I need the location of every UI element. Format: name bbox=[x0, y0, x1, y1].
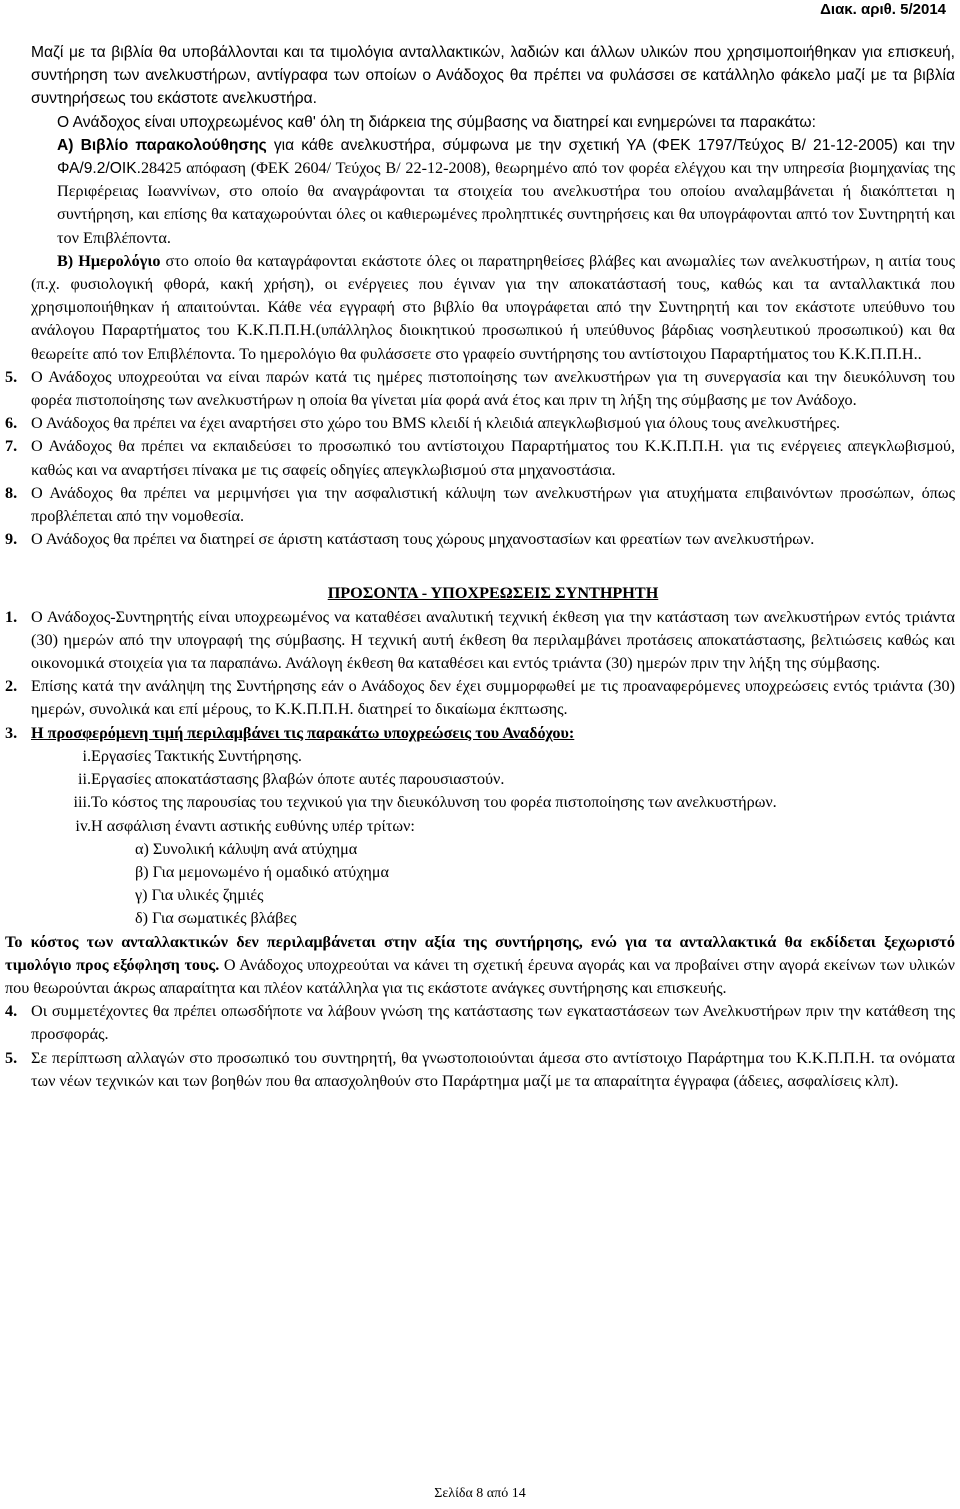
numbered-list-b bbox=[5, 606, 955, 745]
subitem-number: ii. bbox=[77, 770, 91, 789]
logbook-a-label: Α) Βιβλίο παρακολούθησης bbox=[57, 136, 267, 154]
intro-paragraph-2: Ο Ανάδοχος είναι υποχρεωμένος καθ' όλη τη διάρκεια της σύμβασης να διατηρεί και ενημερώνει τα παρακάτω: bbox=[57, 113, 816, 131]
subitem-text: Εργασίες αποκατάστασης βλαβών όποτε αυτές παρουσιαστούν. bbox=[91, 770, 505, 789]
item-text: Ο Ανάδοχος-Συντηρητής είναι υποχρεωμένος να καταθέσει αναλυτική τεχνική έκθεση για την κατάσταση των ανελκυστήρων εντός τριάντα (30) ημερών από την υπογραφή της σύμβασης. Η τεχνική αυτή έκθεση θα περιλαμβάνει προτάσεις αποκατάστασης, βελτιώσεις καθώς και οικονομικά στοιχεία για τα παραπάνω. Ανάλογη έκθεση θα καταθέσει και εντός τριάντα (30) ημερών πριν την λήξη της σύμβασης. bbox=[31, 607, 955, 673]
list-item bbox=[5, 1000, 955, 1046]
list-item bbox=[5, 606, 955, 676]
subitem-number: iii. bbox=[73, 793, 91, 812]
subitem bbox=[5, 815, 955, 838]
coverage-item: β) Για μεμονωμένο ή ομαδικό ατύχημα bbox=[135, 862, 390, 881]
item-text: Ο Ανάδοχος θα πρέπει να εκπαιδεύσει το προσωπικό του αντίστοιχου Παραρτήματος του Κ.Κ.Π.Π.Η. για τις ενέργειες απεγκλωβισμού, καθώς και να αναρτήσει πίνακα με τις σαφείς οδηγίες απεγκλωβισμού στα μηχανοστάσια. bbox=[31, 437, 955, 479]
coverage-item: α) Συνολική κάλυψη ανά ατύχημα bbox=[135, 839, 358, 858]
subitem-text: Εργασίες Τακτικής Συντήρησης. bbox=[91, 746, 302, 765]
diary-b-paragraph bbox=[31, 250, 955, 366]
item-text: Ο Ανάδοχος θα πρέπει να διατηρεί σε άριστη κατάσταση τους χώρους μηχανοστασίων και φρεατίων των ανελκυστήρων. bbox=[31, 530, 815, 549]
logbook-a-text-serif: 28425 απόφαση (ΦΕΚ 2604/ Τεύχος Β/ 22-12-2008), θεωρημένο από τον φορέα ελέγχου και την υπηρεσία βιομηχανίας της Περιφέρειας Ιωαννίνων, στο οποίο θα αναγράφονται τα στοιχεία του ανελκυστήρα του οποίου αναλαμβάνεται ή διακόπτεται η συντήρηση, και επίσης θα καταχωρούνται όλες οι καθιερωμένες προληπτικές συντηρήσεις και θα υπογράφονται απτό τον Συντηρητή και τον Επιβλέποντα. bbox=[57, 159, 955, 247]
diary-b-label: Β) Ημερολόγιο bbox=[57, 251, 161, 270]
document-body bbox=[5, 41, 955, 1093]
spare-parts-note bbox=[5, 931, 955, 1001]
list-item bbox=[5, 722, 955, 745]
coverage-item: δ) Για σωματικές βλάβες bbox=[135, 909, 297, 928]
list-item bbox=[5, 528, 955, 551]
subitem-text: Η ασφάλιση έναντι αστικής ευθύνης υπέρ τρίτων: bbox=[91, 816, 415, 835]
logbook-a-text-sans: για κάθε ανελκυστήρα, σύμφωνα με την σχετική ΥΑ (ΦΕΚ 1797/Τεύχος Β/ 21-12-2005) και την ΦΑ/9.2/ΟΙΚ. bbox=[57, 136, 955, 178]
item-number: 2. bbox=[5, 677, 18, 696]
subitem-number: iv. bbox=[75, 816, 91, 835]
item-number: 7. bbox=[5, 437, 18, 456]
list-item bbox=[5, 1047, 955, 1093]
list-item bbox=[5, 482, 955, 528]
section-title: ΠΡΟΣΟΝΤΑ - ΥΠΟΧΡΕΩΣΕΙΣ ΣΥΝΤΗΡΗΤΗ bbox=[327, 584, 659, 603]
coverage-list bbox=[31, 838, 955, 931]
item-text: Ο Ανάδοχος υποχρεούται να είναι παρών κατά τις ημέρες πιστοποίησης των ανελκυστήρων για τη συνεργασία και την διευκόλυνση του φορέα πιστοποίησης των ανελκυστήρων η οποία θα γίνεται μία φορά ανά έτος και πριν τη λήξη της σύμβασης με τον Ανάδοχο. bbox=[31, 367, 955, 410]
subitem-number: i. bbox=[82, 746, 91, 765]
diary-b-text: στο οποίο θα καταγράφονται εκάστοτε όλες οι παρατηρηθείσες βλάβες και ανωμαλίες των ανελκυστήρων, η αιτία τους (π.χ. φυσιολογική φθορά, κακή χρήση), οι ενέργειες που έγιναν για την αποκατάστασή τους, καθώς και τα ανταλλακτικά που χρησιμοποιήθηκαν ή απαιτούνται. Κάθε νέα εγγραφή στο βιβλίο θα υπογράφεται από την Συντηρητή και τον εκάστοτε υπεύθυνο του ανάλογου Παραρτήματος του Κ.Κ.Π.Π.Η.(υπάλληλος διοικητικού προσωπικού ή υπεύθυνος βάρδιας νοσηλευτικού προσωπικού) και θα θεωρείτε από τον Επιβλέποντα. Το ημερολόγιο θα φυλάσσετε στο γραφείο συντήρησης του αντίστοιχου Παραρτήματος του Κ.Κ.Π.Π.Η.. bbox=[31, 251, 955, 363]
page-number: Σελίδα 8 από 14 bbox=[434, 1486, 526, 1501]
item-number: 1. bbox=[5, 607, 18, 626]
subitem bbox=[5, 768, 955, 791]
obligations-sublist bbox=[5, 745, 955, 838]
item-text: Οι συμμετέχοντες θα πρέπει οπωσδήποτε να λάβουν γνώση της κατάστασης των εγκαταστάσεων των Ανελκυστήρων πριν την κατάθεση της προσφοράς. bbox=[31, 1002, 955, 1044]
item-number: 9. bbox=[5, 530, 18, 549]
item-number: 5. bbox=[5, 1048, 18, 1067]
item3-title: Η προσφερόμενη τιμή περιλαμβάνει τις παρακάτω υποχρεώσεις του Αναδόχου: bbox=[31, 723, 575, 742]
subitem-text: Το κόστος της παρουσίας του τεχνικού για την διευκόλυνση του φορέα πιστοποίησης των ανελκυστήρων. bbox=[91, 793, 777, 812]
coverage-item: γ) Για υλικές ζημιές bbox=[135, 886, 264, 905]
spare-parts-note-text: Ο Ανάδοχος υποχρεούται να κάνει τη σχετική έρευνα αγοράς και να προβαίνει στην αγορά εκείνων των υλικών που θεωρούνται άκρως απαραίτητα και πλέον κατάλληλα για τις εκάστοτε ανάγκες συντήρησης και επισκευής. bbox=[5, 955, 955, 997]
list-item bbox=[5, 435, 955, 481]
list-item bbox=[5, 366, 955, 412]
item-text: Ο Ανάδοχος θα πρέπει να μεριμνήσει για την ασφαλιστική κάλυψη των ανελκυστήρων για ατυχήματα επιβαινόντων προσώπων, όπως προβλέπεται από την νομοθεσία. bbox=[31, 483, 955, 526]
numbered-list-c bbox=[5, 1000, 955, 1093]
item-text: Επίσης κατά την ανάληψη της Συντήρησης εάν ο Ανάδοχος δεν έχει συμμορφωθεί με τις προαναφερόμενες υποχρεώσεις εντός τριάντα (30) ημερών, συνολικά και επί μέρους, το Κ.Κ.Π.Π.Η. διατηρεί το δικαίωμα έκπτωσης. bbox=[31, 677, 955, 719]
item-number: 8. bbox=[5, 483, 18, 502]
item-text: Σε περίπτωση αλλαγών στο προσωπικό του συντηρητή, θα γνωστοποιούνται άμεσα στο αντίστοιχο Παράρτημα του Κ.Κ.Π.Π.Η. τα ονόματα των νέων τεχνικών και των βοηθών που θα απασχοληθούν στο Παράρτημα μαζί με τα απαραίτητα έγγραφα (άδειες, ασφαλίσεις κλπ). bbox=[31, 1048, 955, 1090]
numbered-list-a bbox=[5, 366, 955, 552]
intro-paragraph-1: Μαζί με τα βιβλία θα υποβάλλονται και τα τιμολόγια ανταλλακτικών, λαδιών και άλλων υλικών που χρησιμοποιήθηκαν για επισκευή, συντήρηση των ανελκυστήρων, αντίγραφα των οποίων ο Ανάδοχος θα πρέπει να φυλάσσει σε κατάλληλο φάκελο μαζί με τα βιβλία συντηρήσεως του εκάστοτε ανελκυστήρα. bbox=[31, 44, 955, 108]
item-number: 3. bbox=[5, 723, 18, 742]
logbook-a-paragraph bbox=[31, 134, 955, 250]
spare-parts-note-bold: Το κόστος των ανταλλακτικών δεν περιλαμβάνεται στην αξία της συντήρησης, ενώ για τα ανταλλακτικά θα εκδίδεται ξεχωριστό τιμολόγιο προς εξόφληση τους. bbox=[5, 932, 955, 974]
subitem bbox=[5, 791, 955, 814]
list-item bbox=[5, 675, 955, 721]
item-number: 6. bbox=[5, 414, 18, 433]
subitem bbox=[5, 745, 955, 768]
item-number: 4. bbox=[5, 1002, 18, 1021]
list-item bbox=[5, 412, 955, 435]
item-text: Ο Ανάδοχος θα πρέπει να έχει αναρτήσει στο χώρο του BMS κλειδί ή κλειδιά απεγκλωβισμού για όλους τους ανελκυστήρες. bbox=[31, 414, 841, 433]
document-reference: Διακ. αριθ. 5/2014 bbox=[820, 1, 946, 18]
item-number: 5. bbox=[5, 367, 18, 386]
